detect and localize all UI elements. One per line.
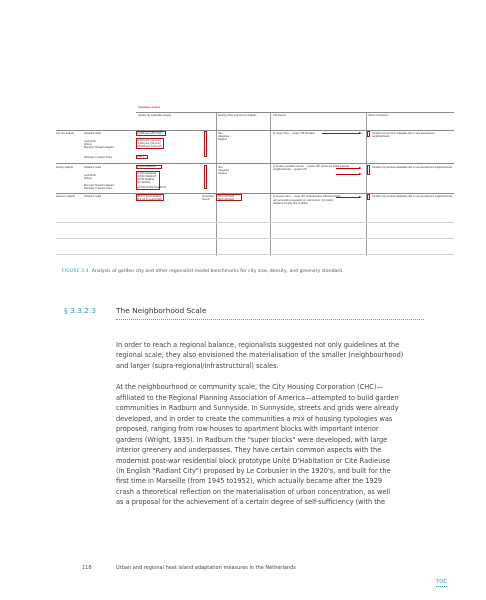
figure-existing: Amsterdam: [202, 195, 215, 198]
figure-rule: [56, 222, 454, 223]
figure-row-sub: Ebenezer Howard's diagram: [84, 184, 115, 187]
text-line: modernist post-war residential block prototype Unité D'Habitation or Cité Radieuse: [116, 456, 390, 465]
text-line: interior greenery and underpasses. They have certain common aspects with the: [116, 446, 382, 455]
text-line: affiliated to the Regional Planning Association of America—attempted to build garden: [116, 393, 399, 402]
figure-value: (61% of green surface): [137, 195, 162, 198]
figure-arrow: [322, 133, 360, 134]
figure-row-sub: Letchworth: [84, 140, 96, 143]
figure-row-model: Howard's model: [84, 166, 102, 169]
figure-rule: [136, 112, 454, 113]
figure-rule: [56, 254, 454, 255]
figure-value: (1,500 inhab/km2): [137, 175, 157, 178]
figure-header-uhi: UHI Aspects: [273, 114, 287, 117]
figure-arrow: [336, 197, 360, 198]
figure-value: (613 m2/inhab): [218, 195, 235, 198]
figure-compare: Contains city size limit, adaptable ratio in new development neighbourhoods: [372, 132, 435, 138]
text-line: At the neighbourhood or community scale, the City Housing Corporation (CHC)—: [116, 383, 384, 392]
figure-row-key: Greenery analysis: [56, 195, 76, 198]
figure-row-extra: Tab/scale in Garden Cities: [84, 156, 112, 159]
page-number: 118: [82, 565, 92, 571]
page-footer: [82, 565, 442, 575]
figure-value: (2,000 pers.) (Ar-Lem): [137, 139, 161, 142]
figure-uhi: (i) Greener cities → lower UHI; (ii) Evaporative efficiency (bodily and surrounding vegetation) on cool local air; (iii) Cooling distances of parks (from 1,000m): [273, 195, 341, 206]
figure-existing: Size categories ... Regions: [218, 132, 232, 141]
figure-bracket: [367, 131, 370, 137]
figure-uhi: (i) Larger cities → Larger UHI formation: [273, 132, 315, 135]
figure-row-model: Howard's model: [84, 195, 102, 198]
figure-rule: [56, 130, 454, 131]
figure-bracket: [367, 194, 370, 200]
figure-row-sub: Tab/scale in Garden Cities: [84, 187, 112, 190]
running-title: Urban and regional heat island adaptation measures in the Netherlands: [116, 565, 296, 571]
toc-link[interactable]: TOC: [436, 579, 448, 585]
figure-compare: Contains city densities adaptable ratio in new development neighbourhoods: [372, 166, 452, 169]
figure-quantitative-analysis-table: [56, 104, 454, 256]
figure-value: (40-50 dwell/ha): [137, 178, 155, 181]
figure-value: (5,2 m2 of green/inhab): [137, 198, 162, 201]
figure-title: Quantitative analysis: [138, 106, 161, 109]
figure-column-rule: [270, 113, 271, 256]
paragraph: [116, 382, 428, 507]
figure-uhi: (i) Greater population density → greater UHI; (ii) Denser building density (neighbourhood) → greater UHI: [273, 165, 350, 171]
figure-row-sub: Ebenezer Howard's diagram: [84, 146, 115, 149]
figure-value: (12,000-15,000 inhab/km2): [137, 186, 166, 189]
figure-value: (12 dwell/ha): [137, 181, 151, 184]
figure-header-compare: Values comparison: [368, 114, 389, 117]
figure-column-rule: [216, 113, 217, 256]
figure-value: (Main): [137, 155, 144, 158]
figure-value: (1,000 inhab/km2): [137, 172, 157, 175]
figure-value: (524 m2/inhab): [218, 198, 235, 201]
text-line: first time in Marseille (from 1945 to1952), which actually became after the 1929: [116, 477, 383, 486]
figure-header-existing: Existing urban environment analysis: [218, 114, 257, 117]
text-line: gardens (Wright, 1935). In Radburn the "super blocks" were developed, with large: [116, 435, 388, 444]
text-line: crash a theoretical reflection on the materialisation of urban concentration, as well: [116, 487, 391, 496]
figure-bracket: [204, 165, 207, 189]
figure-arrow: [336, 174, 360, 175]
figure-compare: Contains city densities adaptable ratio in new development neighbourhoods: [372, 195, 452, 198]
text-line: and larger (supra-regional/infrastructural) scales.: [116, 361, 279, 370]
section-number: § 3.3.2.3: [64, 306, 96, 315]
text-line: proposed, ranging from row houses to apartment blocks with important interior: [116, 425, 379, 434]
figure-rule: [56, 163, 454, 164]
section-title: The Neighborhood Scale: [116, 306, 207, 315]
text-line: In order to reach a regional balance, regionalists suggested not only guidelines at the: [116, 341, 400, 349]
figure-arrow: [336, 168, 360, 169]
text-line: communities in Radburn and Sunnyside. In Sunnyside, streets and grids were already: [116, 404, 399, 413]
figure-rule: [56, 193, 454, 194]
figure-row-sub: Welwyn: [84, 143, 93, 146]
figure-row-key: Density analysis: [56, 166, 74, 169]
figure-value: (1,500 inhab/km2): [137, 165, 157, 168]
paragraph: [116, 340, 428, 371]
caption-text: Analysis of garden city and other regionalist model benchmarks for city size, density, and greenery standard.: [91, 269, 344, 274]
text-line: (in English "Radiant City") proposed by Le Corbusier in the 1920's, and built for the: [116, 466, 391, 475]
figure-row-sub: Letchworth: [84, 174, 96, 177]
figure-existing: Size categories ... Regions: [218, 166, 232, 175]
section-heading: [64, 306, 424, 326]
text-line: developed, and in order to create the communities a mix of housing typologies was: [116, 414, 393, 423]
figure-row-model: Howard's model: [84, 132, 102, 135]
figure-rule: [56, 238, 454, 239]
figure-existing: Utrecht: [202, 198, 210, 201]
figure-value: (4,000 pers.) (Ar-Lem): [137, 142, 161, 145]
figure-bracket: [204, 131, 207, 157]
body-text: [116, 340, 428, 519]
figure-row-key: City size analysis: [56, 132, 75, 135]
figure-row-sub: Welwyn: [84, 177, 93, 180]
figure-value: 32,000 pers./(35.2 ha/e): [137, 132, 163, 135]
text-line: as a proposal for the achievement of a certain degree of self-sufficiency (with the: [116, 498, 386, 507]
figure-header-similar: Garden city regionalist analysis: [138, 114, 172, 117]
section-dotted-rule: [116, 319, 424, 320]
figure-caption: [62, 268, 462, 275]
text-line: regional scale, they also envisioned the materialisation of the smaller (neighbourhood): [116, 351, 404, 360]
figure-bracket: [367, 165, 370, 175]
figure-label: FIGURE 3.4: [62, 269, 89, 274]
figure-value: (25,000 pers.) (Ar-Lem): [137, 145, 162, 148]
